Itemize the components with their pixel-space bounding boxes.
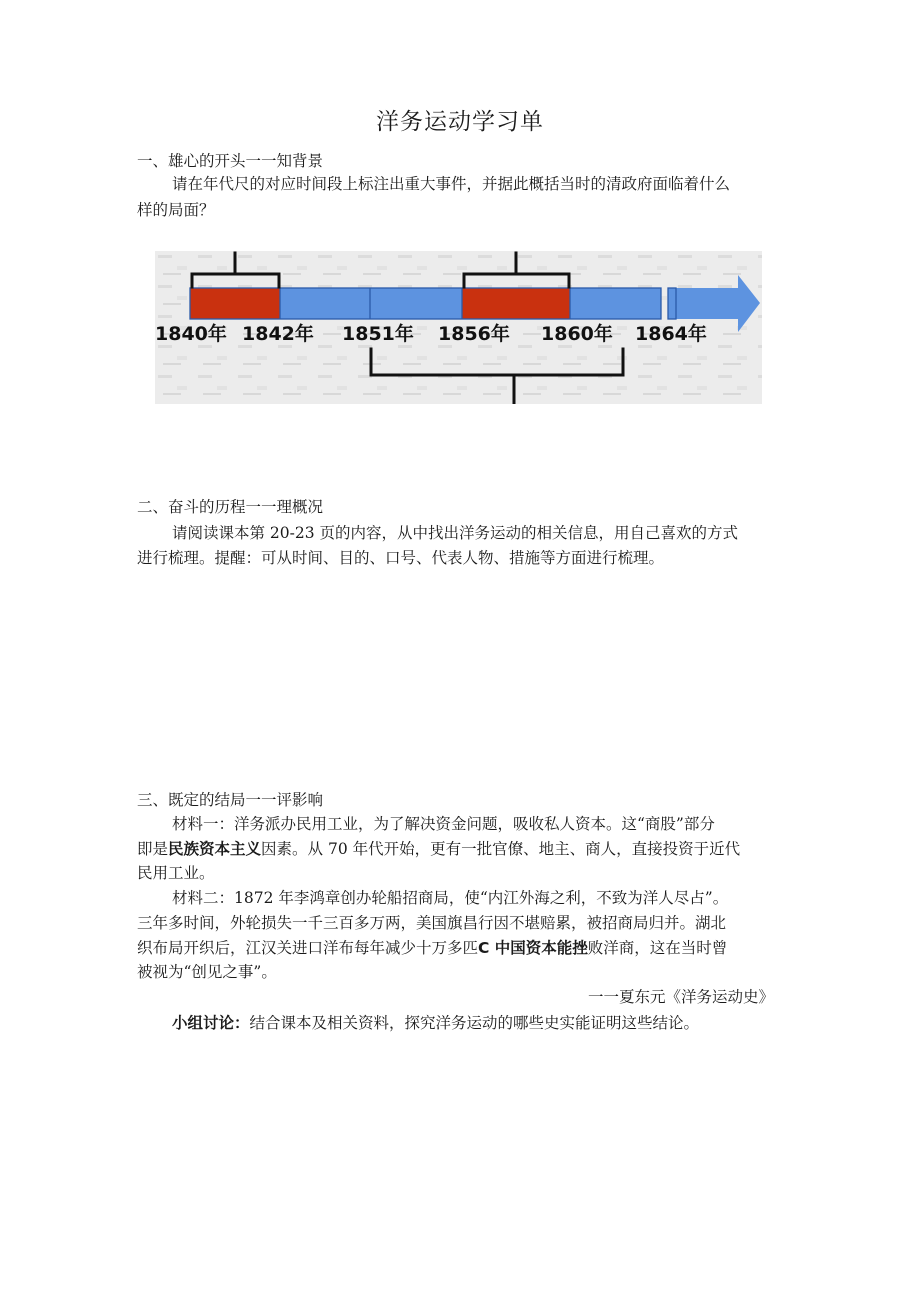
label-1856: 1856年 xyxy=(438,323,510,345)
discussion-label: 小组讨论： xyxy=(172,1014,250,1032)
segment-1842-1851 xyxy=(280,288,370,319)
section2-heading: 二、奋斗的历程一一理概况 xyxy=(137,498,324,516)
material2-line4: 被视为“创见之事”。 xyxy=(137,963,277,981)
material1-line3: 民用工业。 xyxy=(137,864,215,882)
segment-1851-1856 xyxy=(370,288,462,319)
material-source: 一一夏东元《洋务运动史》 xyxy=(587,988,774,1006)
material2-line2: 三年多时间，外轮损失一千三百多万两，美国旗昌行因不堪赔累，被招商局归并。湖北 xyxy=(137,914,727,932)
keyword-chinese-capital: C 中国资本能挫 xyxy=(478,939,588,957)
section1-prompt-line2: 样的局面？ xyxy=(137,201,215,219)
material2-line3: 织布局开织后，江汉关进口洋布每年减少十万多匹C 中国资本能挫败洋商，这在当时曾 xyxy=(137,939,728,957)
label-1840: 1840年 xyxy=(155,323,227,345)
segment-1840-1842 xyxy=(190,288,280,319)
timeline-figure xyxy=(155,251,762,404)
discussion-text: 结合课本及相关资料，探究洋务运动的哪些史实能证明这些结论。 xyxy=(249,1014,700,1032)
page-title: 洋务运动学习单 xyxy=(376,109,544,135)
section2-prompt-line2: 进行梳理。提醒：可从时间、目的、口号、代表人物、措施等方面进行梳理。 xyxy=(137,549,665,567)
segment-1856-1860 xyxy=(462,288,570,319)
section1-heading: 一、雄心的开头一一知背景 xyxy=(137,152,324,170)
segment-1860-1864 xyxy=(570,288,661,319)
label-1842: 1842年 xyxy=(242,323,314,345)
group-discussion xyxy=(172,1012,699,1034)
label-1860: 1860年 xyxy=(541,323,613,345)
section2-prompt-line1: 请阅读课本第 20-23 页的内容，从中找出洋务运动的相关信息，用自己喜欢的方式 xyxy=(172,524,739,542)
material1-line1: 材料一：洋务派办民用工业，为了解决资金问题，吸收私人资本。这“商股”部分 xyxy=(172,815,715,833)
keyword-national-capitalism: 民族资本主义 xyxy=(168,840,262,858)
label-1851: 1851年 xyxy=(342,323,414,345)
section1-prompt-line1: 请在年代尺的对应时间段上标注出重大事件，并据此概括当时的清政府面临着什么 xyxy=(172,175,731,193)
segment-after-1864 xyxy=(668,288,676,319)
label-1864: 1864年 xyxy=(635,323,707,345)
section3-heading: 三、既定的结局一一评影响 xyxy=(137,791,324,809)
material1-line2: 即是民族资本主义因素。从 70 年代开始，更有一批官僚、地主、商人，直接投资于近代 xyxy=(137,840,741,858)
material2-line1: 材料二：1872 年李鸿章创办轮船招商局，使“内江外海之利，不致为洋人尽占”。 xyxy=(172,889,729,907)
